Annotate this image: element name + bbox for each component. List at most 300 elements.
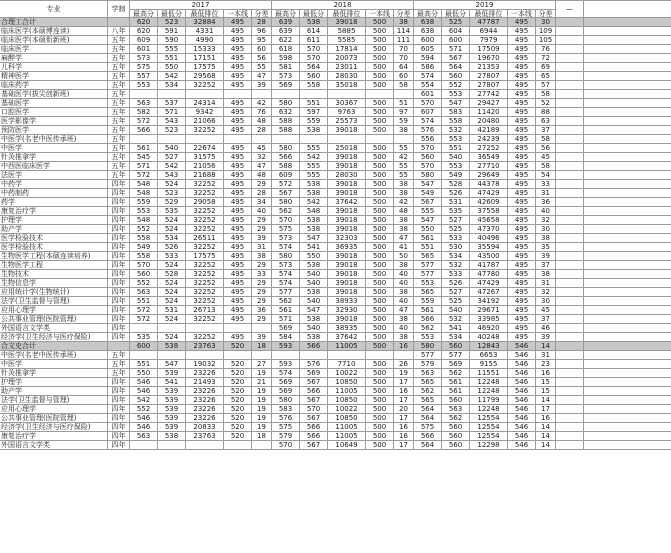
score-cell: 600 <box>130 342 158 350</box>
score-cell: 500 <box>366 54 394 62</box>
score-cell: 39018 <box>328 252 366 260</box>
score-cell: 547 <box>158 360 186 368</box>
score-cell <box>556 45 584 53</box>
score-cell: 555 <box>158 45 186 53</box>
score-cell: 17 <box>536 405 556 413</box>
score-cell: 42 <box>252 99 272 107</box>
score-cell: 48 <box>394 207 414 215</box>
score-cell: 538 <box>300 315 328 323</box>
score-cell: 32252 <box>186 180 224 188</box>
score-cell: 19670 <box>470 54 508 62</box>
score-cell: 500 <box>366 414 394 422</box>
score-cell <box>158 324 186 332</box>
score-cell: 6653 <box>470 351 508 359</box>
score-cell: 532 <box>442 126 470 134</box>
score-cell: 495 <box>224 243 252 251</box>
score-cell: 17509 <box>470 45 508 53</box>
table-row <box>0 45 671 54</box>
score-cell: 563 <box>130 432 158 440</box>
score-cell: 570 <box>300 45 328 53</box>
score-cell: 549 <box>442 171 470 179</box>
score-cell: 500 <box>366 360 394 368</box>
major-name: 生物医学工程 <box>0 261 108 269</box>
score-cell: 535 <box>158 207 186 215</box>
table-row <box>0 432 671 441</box>
major-name: 中医学(名老中医传承班) <box>0 135 108 143</box>
score-cell: 39018 <box>328 207 366 215</box>
score-cell: 540 <box>300 270 328 278</box>
duration-cell: 五年 <box>108 171 130 179</box>
score-cell: 552 <box>130 225 158 233</box>
score-cell <box>394 351 414 359</box>
score-cell: 541 <box>158 378 186 386</box>
header-subcol: 最高分 <box>130 10 158 19</box>
score-cell: 17575 <box>186 252 224 260</box>
score-cell: 500 <box>366 117 394 125</box>
score-cell <box>556 324 584 332</box>
score-cell: 534 <box>158 81 186 89</box>
major-name: 医学检验技术 <box>0 234 108 242</box>
score-cell: 39 <box>252 333 272 341</box>
score-cell: 538 <box>300 126 328 134</box>
duration-cell: 五年 <box>108 162 130 170</box>
score-cell: 47429 <box>470 189 508 197</box>
score-cell: 571 <box>158 108 186 116</box>
score-cell: 495 <box>508 180 536 188</box>
table-row <box>0 252 671 261</box>
score-cell: 27807 <box>470 72 508 80</box>
score-cell <box>556 378 584 386</box>
score-cell: 29427 <box>470 99 508 107</box>
major-name: 护理学 <box>0 378 108 386</box>
score-cell: 26713 <box>186 306 224 314</box>
score-cell: 547 <box>414 216 442 224</box>
duration-cell: 四年 <box>108 198 130 206</box>
score-cell: 29 <box>252 216 272 224</box>
score-cell: 567 <box>414 198 442 206</box>
duration-cell: 四年 <box>108 225 130 233</box>
score-cell: 14 <box>536 396 556 404</box>
score-cell: 40 <box>394 270 414 278</box>
score-cell: 63 <box>536 117 556 125</box>
table-body <box>0 18 671 450</box>
score-cell: 27710 <box>470 162 508 170</box>
score-cell: 10850 <box>328 396 366 404</box>
score-cell: 588 <box>272 162 300 170</box>
score-cell: 574 <box>414 117 442 125</box>
score-cell: 563 <box>130 288 158 296</box>
score-cell: 32252 <box>186 333 224 341</box>
score-cell: 577 <box>442 351 470 359</box>
score-cell: 546 <box>508 369 536 377</box>
score-cell: 500 <box>366 45 394 53</box>
table-row <box>0 270 671 279</box>
header-subcol: 最低排位 <box>328 10 366 19</box>
score-cell: 520 <box>224 360 252 368</box>
score-cell: 29 <box>252 297 272 305</box>
score-cell: 572 <box>272 180 300 188</box>
score-cell: 495 <box>508 54 536 62</box>
score-cell: 495 <box>508 225 536 233</box>
score-cell: 495 <box>224 270 252 278</box>
duration-cell: 五年 <box>108 126 130 134</box>
duration-cell: 五年 <box>108 369 130 377</box>
table-group-row <box>0 342 671 351</box>
score-cell: 525 <box>442 297 470 305</box>
major-name: 临床医学(本硕博连读) <box>0 27 108 35</box>
major-name: 经济学(卫生经济与医疗保险) <box>0 423 108 431</box>
score-cell: 562 <box>272 207 300 215</box>
score-cell: 500 <box>366 270 394 278</box>
score-cell: 19 <box>252 414 272 422</box>
score-cell: 524 <box>158 288 186 296</box>
score-cell: 538 <box>300 189 328 197</box>
score-cell: 566 <box>300 423 328 431</box>
score-cell: 500 <box>366 324 394 332</box>
duration-cell: 八年 <box>108 27 130 35</box>
score-cell: 11005 <box>328 432 366 440</box>
score-cell: 520 <box>224 396 252 404</box>
table-row <box>0 54 671 63</box>
score-cell: 524 <box>158 333 186 341</box>
score-cell: 11799 <box>470 396 508 404</box>
score-cell: 570 <box>300 54 328 62</box>
score-cell: 10850 <box>328 414 366 422</box>
score-cell: 500 <box>366 396 394 404</box>
score-cell: 495 <box>508 117 536 125</box>
score-cell <box>556 225 584 233</box>
score-cell: 12554 <box>470 414 508 422</box>
score-cell: 563 <box>130 99 158 107</box>
score-cell: 38 <box>394 333 414 341</box>
score-cell: 577 <box>414 270 442 278</box>
score-cell: 47 <box>252 162 272 170</box>
score-cell: 495 <box>224 144 252 152</box>
score-cell: 558 <box>130 252 158 260</box>
score-cell: 598 <box>272 54 300 62</box>
score-cell: 500 <box>366 315 394 323</box>
score-cell: 529 <box>158 198 186 206</box>
score-cell <box>252 90 272 98</box>
table-row <box>0 234 671 243</box>
table-row <box>0 36 671 45</box>
major-name: 合理工合计 <box>0 18 108 26</box>
score-cell: 520 <box>224 414 252 422</box>
score-cell: 58 <box>536 90 556 98</box>
score-cell: 561 <box>442 387 470 395</box>
score-cell <box>130 351 158 359</box>
score-cell: 7979 <box>470 36 508 44</box>
score-cell: 37642 <box>328 198 366 206</box>
score-cell <box>272 351 300 359</box>
score-cell: 539 <box>158 423 186 431</box>
score-cell: 19 <box>394 369 414 377</box>
score-cell: 47267 <box>470 288 508 296</box>
score-cell: 520 <box>224 405 252 413</box>
score-cell: 557 <box>130 72 158 80</box>
score-cell <box>252 441 272 449</box>
score-cell <box>556 180 584 188</box>
score-cell: 531 <box>442 198 470 206</box>
score-cell: 553 <box>130 81 158 89</box>
score-cell: 555 <box>300 162 328 170</box>
score-cell: 564 <box>300 63 328 71</box>
header-subcol: 分差 <box>394 10 414 19</box>
score-cell: 533 <box>158 252 186 260</box>
score-cell: 9155 <box>470 360 508 368</box>
score-cell: 572 <box>130 315 158 323</box>
score-cell: 550 <box>158 63 186 71</box>
score-cell: 495 <box>508 252 536 260</box>
score-cell <box>556 252 584 260</box>
table-row <box>0 216 671 225</box>
score-cell: 588 <box>272 126 300 134</box>
score-cell <box>556 261 584 269</box>
score-cell: 55 <box>394 162 414 170</box>
score-cell: 500 <box>366 36 394 44</box>
score-cell: 57 <box>536 81 556 89</box>
score-cell: 500 <box>366 369 394 377</box>
score-cell: 32930 <box>328 306 366 314</box>
score-cell: 12248 <box>470 378 508 386</box>
major-name: 康复治疗学 <box>0 207 108 215</box>
score-cell <box>130 135 158 143</box>
score-cell: 18 <box>252 342 272 350</box>
score-cell: 500 <box>366 333 394 341</box>
score-cell: 19 <box>252 396 272 404</box>
score-cell: 572 <box>130 117 158 125</box>
score-cell: 20073 <box>328 54 366 62</box>
score-cell <box>556 90 584 98</box>
score-cell: 500 <box>366 306 394 314</box>
score-cell <box>556 243 584 251</box>
duration-cell: 四年 <box>108 432 130 440</box>
score-cell: 495 <box>508 189 536 197</box>
score-cell: 546 <box>130 414 158 422</box>
score-cell: 12248 <box>470 405 508 413</box>
score-cell <box>224 324 252 332</box>
duration-cell: 四年 <box>108 207 130 215</box>
score-cell: 528 <box>442 180 470 188</box>
score-cell: 546 <box>130 423 158 431</box>
duration-cell: 五年 <box>108 54 130 62</box>
score-cell: 575 <box>414 423 442 431</box>
score-cell: 500 <box>366 189 394 197</box>
score-cell: 552 <box>130 279 158 287</box>
major-name: 生物信息学 <box>0 279 108 287</box>
score-cell: 23226 <box>186 387 224 395</box>
score-cell: 28 <box>252 126 272 134</box>
score-cell: 29 <box>252 180 272 188</box>
score-cell <box>556 333 584 341</box>
score-cell: 495 <box>224 81 252 89</box>
score-cell: 540 <box>300 297 328 305</box>
score-cell: 577 <box>414 351 442 359</box>
score-cell: 561 <box>414 234 442 242</box>
table-row <box>0 171 671 180</box>
table-row <box>0 207 671 216</box>
major-name: 麻醉学 <box>0 54 108 62</box>
score-cell: 35594 <box>470 243 508 251</box>
major-name: 临床医学(本硕衔新班) <box>0 36 108 44</box>
score-cell: 576 <box>272 414 300 422</box>
table-row <box>0 441 671 450</box>
duration-cell <box>108 18 130 26</box>
score-cell: 39018 <box>328 288 366 296</box>
major-name: 临床药学 <box>0 81 108 89</box>
header-subcol: 最低排位 <box>186 10 224 19</box>
score-cell: 23226 <box>186 405 224 413</box>
score-cell: 33 <box>252 270 272 278</box>
score-cell <box>556 36 584 44</box>
score-cell: 566 <box>414 432 442 440</box>
score-cell <box>252 351 272 359</box>
score-cell: 558 <box>442 117 470 125</box>
score-cell: 59 <box>394 117 414 125</box>
score-cell: 573 <box>272 261 300 269</box>
table-row <box>0 423 671 432</box>
score-cell: 23763 <box>186 432 224 440</box>
score-cell: 500 <box>366 441 394 449</box>
major-name: 预防医学 <box>0 126 108 134</box>
score-cell: 45658 <box>470 216 508 224</box>
score-cell: 552 <box>130 405 158 413</box>
score-cell: 524 <box>158 315 186 323</box>
score-cell: 562 <box>414 387 442 395</box>
score-cell: 29 <box>252 225 272 233</box>
score-cell: 15333 <box>186 45 224 53</box>
score-cell: 560 <box>300 72 328 80</box>
score-cell <box>556 18 584 26</box>
score-cell: 546 <box>508 405 536 413</box>
score-cell: 500 <box>366 63 394 71</box>
score-cell <box>556 189 584 197</box>
score-cell: 18 <box>252 432 272 440</box>
score-cell: 495 <box>224 189 252 197</box>
score-cell: 39018 <box>328 270 366 278</box>
score-cell <box>328 90 366 98</box>
score-cell: 567 <box>442 54 470 62</box>
score-cell: 524 <box>158 216 186 224</box>
score-cell: 579 <box>414 360 442 368</box>
score-cell: 532 <box>442 261 470 269</box>
score-cell: 577 <box>414 261 442 269</box>
score-cell: 495 <box>508 279 536 287</box>
score-cell: 495 <box>508 126 536 134</box>
score-cell: 32252 <box>186 270 224 278</box>
score-cell <box>556 414 584 422</box>
score-cell: 495 <box>508 153 536 161</box>
score-cell: 542 <box>158 72 186 80</box>
major-name: 助产学 <box>0 387 108 395</box>
score-cell: 495 <box>508 297 536 305</box>
score-cell: 37642 <box>328 333 366 341</box>
score-cell: 527 <box>158 153 186 161</box>
score-cell: 570 <box>272 216 300 224</box>
score-cell: 46920 <box>470 324 508 332</box>
score-cell <box>252 324 272 332</box>
score-cell: 39018 <box>328 18 366 26</box>
score-cell: 527 <box>442 216 470 224</box>
score-cell <box>224 135 252 143</box>
score-cell: 561 <box>414 306 442 314</box>
header-year-2: 2019 <box>414 1 556 10</box>
score-cell: 542 <box>300 153 328 161</box>
score-cell: 538 <box>158 432 186 440</box>
score-cell: 111 <box>394 36 414 44</box>
table-row <box>0 63 671 72</box>
score-cell: 574 <box>272 279 300 287</box>
table-row <box>0 198 671 207</box>
score-cell: 495 <box>508 63 536 71</box>
score-cell <box>300 135 328 143</box>
score-cell: 11420 <box>470 108 508 116</box>
score-cell: 548 <box>130 189 158 197</box>
score-cell: 601 <box>414 90 442 98</box>
duration-cell: 四年 <box>108 288 130 296</box>
score-cell: 23226 <box>186 369 224 377</box>
header-duration: 学制 <box>108 1 130 19</box>
score-cell: 500 <box>366 18 394 26</box>
major-name: 经济学(卫生经济与医疗保险) <box>0 333 108 341</box>
score-cell: 16 <box>536 369 556 377</box>
score-cell: 47 <box>394 306 414 314</box>
score-cell: 20480 <box>470 117 508 125</box>
score-cell: 495 <box>224 207 252 215</box>
score-cell <box>556 126 584 134</box>
score-cell: 539 <box>158 387 186 395</box>
score-cell: 495 <box>508 243 536 251</box>
table-row <box>0 378 671 387</box>
score-cell: 551 <box>414 243 442 251</box>
score-cell: 495 <box>224 27 252 35</box>
score-cell: 530 <box>442 243 470 251</box>
score-cell: 31 <box>536 351 556 359</box>
score-cell: 495 <box>508 171 536 179</box>
score-cell: 14 <box>536 441 556 449</box>
score-cell: 46 <box>536 324 556 332</box>
score-cell: 524 <box>158 225 186 233</box>
table-row <box>0 99 671 108</box>
major-name: 精神医学 <box>0 72 108 80</box>
major-name: 公共事业管理(医院管理) <box>0 315 108 323</box>
score-cell: 39018 <box>328 126 366 134</box>
score-cell: 562 <box>442 369 470 377</box>
score-cell: 563 <box>442 405 470 413</box>
score-cell: 26511 <box>186 234 224 242</box>
score-cell: 618 <box>272 45 300 53</box>
score-cell: 30 <box>536 225 556 233</box>
score-cell: 70 <box>394 45 414 53</box>
score-cell: 38 <box>394 288 414 296</box>
table-row <box>0 117 671 126</box>
score-cell: 500 <box>366 72 394 80</box>
score-cell: 55 <box>394 171 414 179</box>
score-cell: 19 <box>252 423 272 431</box>
major-name: 法医学 <box>0 171 108 179</box>
score-cell <box>186 441 224 449</box>
score-cell: 495 <box>508 270 536 278</box>
duration-cell: 五年 <box>108 72 130 80</box>
score-cell: 533 <box>442 234 470 242</box>
score-cell: 570 <box>414 99 442 107</box>
score-cell: 535 <box>442 207 470 215</box>
score-cell: 495 <box>224 72 252 80</box>
score-cell: 32252 <box>186 297 224 305</box>
score-cell: 28 <box>252 18 272 26</box>
score-cell: 17814 <box>328 45 366 53</box>
duration-cell: 四年 <box>108 387 130 395</box>
